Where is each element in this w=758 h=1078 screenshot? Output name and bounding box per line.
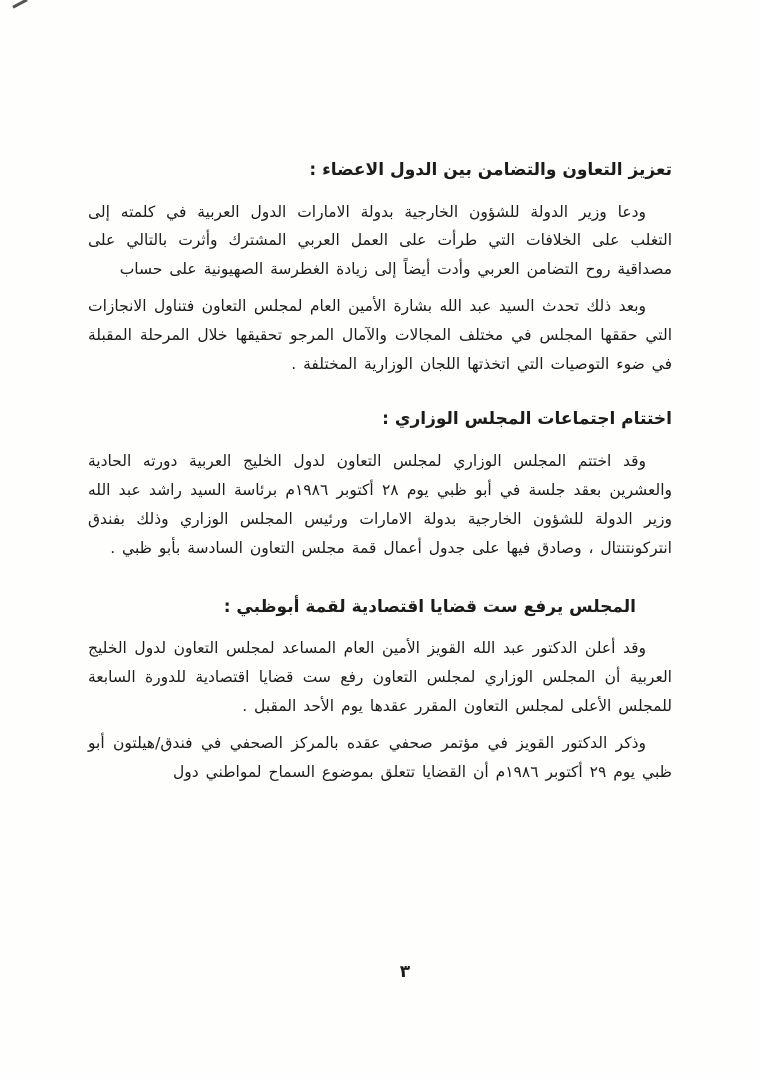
section-heading-solidarity: تعزيز التعاون والتضامن بين الدول الاعضاء : bbox=[309, 160, 672, 180]
paragraph: وقد اختتم المجلس الوزاري لمجلس التعاون لدول الخليج العربية دورته الحادية والعشرين بعقد جلسة في أبو ظبي يوم ٢٨ أكتوبر ١٩٨٦م برئاسة السيد راشد عبد الله وزير الدولة للشؤون الخارجية بدولة الامارات ورئيس المجلس الوزاري وذلك بفندق انتركونتنتال ، وصادق فيها على جدول أعمال قمة مجلس التعاون السادسة بأبو ظبي . bbox=[88, 451, 672, 557]
paragraph: وقد أعلن الدكتور عبد الله القويز الأمين العام المساعد لمجلس التعاون لدول الخليج العربية أن المجلس الوزاري لمجلس التعاون رفع ست قضايا اقتصادية للدورة السابعة للمجلس الأعلى لمجلس التعاون المقرر عقدها يوم الأحد المقبل . bbox=[88, 639, 672, 716]
paragraph: وذكر الدكتور القويز في مؤتمر صحفي عقده بالمركز الصحفي في فندق/هيلتون أبو ظبي يوم ٢٩ أكتوبر ١٩٨٦م أن القضايا تتعلق بموضوع السماح لمواطني دول bbox=[88, 734, 672, 782]
page-number: ٣ bbox=[399, 962, 411, 982]
paragraph: ودعا وزير الدولة للشؤون الخارجية بدولة الامارات الدول العربية في كلمته إلى التغلب على الخلافات التي طرأت على العمل العربي المشترك وأثرت بالتالي على مصداقية روح التضامن العربي وأدت أيضاً إلى زيادة الغطرسة الصهيونية على حساب bbox=[88, 202, 672, 279]
section-heading-economic-issues: المجلس يرفع ست قضايا اقتصادية لقمة أبوظبي : bbox=[223, 596, 636, 617]
section-economic-issues bbox=[88, 595, 672, 787]
section-ministerial-closing bbox=[88, 407, 672, 562]
paragraph: وبعد ذلك تحدث السيد عبد الله بشارة الأمين العام لمجلس التعاون فتناول الانجازات التي حققها المجلس في مختلف المجالات والآمال المرجو تحقيقها خلال المرحلة المقبلة في ضوء التوصيات التي اتخذتها اللجان الوزارية المختلفة . bbox=[88, 297, 672, 374]
section-heading-ministerial-closing: اختتام اجتماعات المجلس الوزاري : bbox=[382, 409, 672, 430]
section-solidarity bbox=[88, 158, 672, 379]
